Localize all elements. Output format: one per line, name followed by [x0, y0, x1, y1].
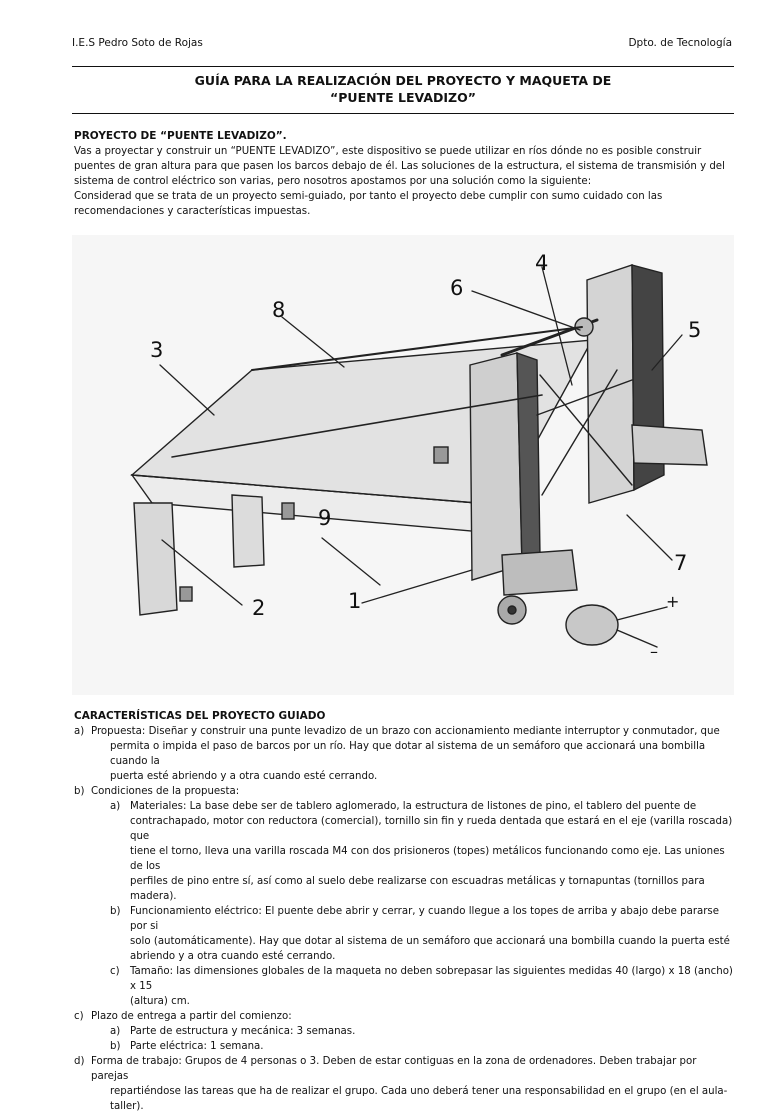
- sub-list-item: [92, 904, 736, 964]
- rear-post: [587, 265, 634, 503]
- list-line: contrachapado, motor con reductora (comercial), tornillo sin fin y rueda dentada que estará en el eje (varilla roscada) que: [130, 816, 733, 842]
- list-item: [74, 1009, 736, 1024]
- gear-housing: [502, 550, 577, 595]
- list-line: Condiciones de la propuesta:: [91, 786, 240, 797]
- intro-line: Vas a proyectar y construir un “PUENTE LEVADIZO”, este dispositivo se puede utilizar en ríos dónde no es posible construir: [74, 146, 702, 157]
- list-marker: b): [74, 786, 85, 797]
- list-item: [74, 724, 736, 784]
- characteristics-heading: CARACTERÍSTICAS DEL PROYECTO GUIADO: [74, 710, 326, 722]
- document-title: [72, 72, 734, 106]
- front-post: [470, 353, 522, 580]
- support-leg: [134, 503, 177, 615]
- cross-beam: [632, 425, 707, 465]
- list-line: puerta esté abriendo y a otra cuando esté cerrando.: [110, 771, 378, 782]
- support-leg-rear: [232, 495, 264, 567]
- list-line: Parte eléctrica: 1 semana.: [130, 1041, 264, 1052]
- title-line-1: GUÍA PARA LA REALIZACIÓN DEL PROYECTO Y MAQUETA DE: [194, 73, 612, 88]
- intro-line: Considerad que se trata de un proyecto semi-guiado, por tanto el proyecto debe cumplir con sumo cuidado con las: [74, 191, 663, 202]
- list-line: Funcionamiento eléctrico: El puente debe abrir y cerrar, y cuando llegue a los topes de arriba y abajo debe pararse por si: [130, 906, 720, 932]
- school-name: I.E.S Pedro Soto de Rojas: [72, 37, 203, 49]
- intro-paragraph: [74, 144, 734, 219]
- sub-list-item: [92, 964, 736, 1009]
- list-marker: a): [110, 1026, 121, 1037]
- list-item: [74, 784, 736, 799]
- sub-list-item: [92, 1024, 736, 1039]
- title-top-rule: [72, 66, 734, 67]
- list-line: repartiéndose las tareas que ha de realizar el grupo. Cada uno deberá tener una responsabilidad en el grupo (en el aula-taller).: [110, 1086, 728, 1112]
- label-1: 1: [348, 589, 362, 613]
- bridge-sketch: [72, 235, 734, 695]
- list-marker: a): [110, 801, 121, 812]
- title-bottom-rule: [72, 113, 734, 114]
- intro-line: recomendaciones y características impuestas.: [74, 206, 311, 217]
- list-item: [74, 1054, 736, 1114]
- label-3: 3: [150, 338, 164, 362]
- list-marker: b): [110, 906, 121, 917]
- characteristics-list: [74, 724, 736, 1114]
- motor-plus-label: +: [666, 592, 680, 611]
- list-line: perfiles de pino entre sí, así como al suelo debe realizarse con escuadras metálicas y tornapuntas (tornillos para madera).: [130, 876, 705, 902]
- label-4: 4: [535, 251, 549, 275]
- label-2: 2: [252, 596, 266, 620]
- list-line: Materiales: La base debe ser de tablero aglomerado, la estructura de listones de pino, el tablero del puente de: [130, 801, 697, 812]
- sub-list-item: [92, 799, 736, 904]
- list-line: (altura) cm.: [130, 996, 190, 1007]
- sub-list-item: [92, 1039, 736, 1054]
- intro-heading: PROYECTO DE “PUENTE LEVADIZO”.: [74, 130, 287, 142]
- list-line: solo (automáticamente). Hay que dotar al sistema de un semáforo que accionará una bombilla cuando la puerta esté: [130, 936, 730, 947]
- list-line: Propuesta: Diseñar y construir una punte levadizo de un brazo con accionamiento mediante interruptor y conmutador, que: [91, 726, 720, 737]
- department-name: Dpto. de Tecnología: [628, 37, 732, 49]
- label-5: 5: [688, 318, 702, 342]
- label-9: 9: [318, 506, 332, 530]
- motor-minus-label: –: [650, 642, 658, 661]
- label-8: 8: [272, 298, 286, 322]
- title-line-2: “PUENTE LEVADIZO”: [330, 90, 476, 105]
- list-line: Forma de trabajo: Grupos de 4 personas o 3. Deben de estar contiguas en la zona de ordenadores. Deben trabajar por parejas: [91, 1056, 697, 1082]
- list-line: abriendo y a otra cuando esté cerrando.: [130, 951, 336, 962]
- label-6: 6: [450, 276, 464, 300]
- list-marker: d): [74, 1056, 85, 1067]
- list-line: permita o impida el paso de barcos por un río. Hay que dotar al sistema de un semáforo que accionará una bombilla cuando la: [110, 741, 706, 767]
- list-marker: a): [74, 726, 85, 737]
- label-7: 7: [674, 551, 688, 575]
- list-line: Parte de estructura y mecánica: 3 semanas.: [130, 1026, 356, 1037]
- list-marker: c): [110, 966, 120, 977]
- list-line: tiene el torno, lleva una varilla roscada M4 con dos prisioneros (topes) metálicos funcionando como eje. Las uniones de los: [130, 846, 725, 872]
- list-marker: c): [74, 1011, 84, 1022]
- motor: [566, 605, 618, 645]
- list-marker: b): [110, 1041, 121, 1052]
- list-line: Plazo de entrega a partir del comienzo:: [91, 1011, 292, 1022]
- intro-line: puentes de gran altura para que pasen los barcos debajo de él. Las soluciones de la estructura, el sistema de transmisión y del: [74, 161, 725, 172]
- list-line: Tamaño: las dimensiones globales de la maqueta no deben sobrepasar las siguientes medidas 40 (largo) x 18 (ancho) x 15: [130, 966, 733, 992]
- intro-line: sistema de control eléctrico son varias, pero nosotros apostamos por una solución como la siguiente:: [74, 176, 592, 187]
